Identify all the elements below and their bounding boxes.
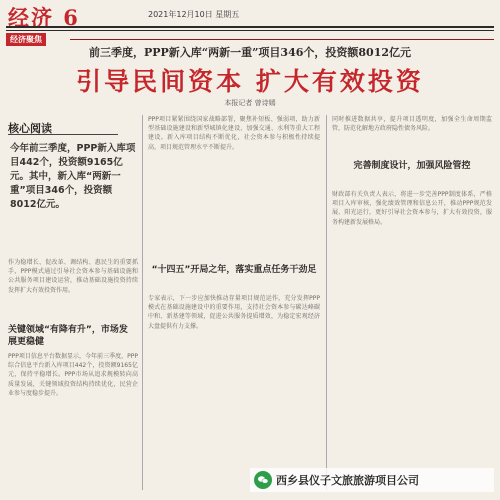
- article-headline: 引导民间资本 扩大有效投资: [76, 67, 424, 96]
- subheading: 完善制度设计，加强风险管控: [353, 161, 471, 171]
- core-reading-title: 核心阅读: [8, 122, 52, 135]
- column-divider: [326, 115, 327, 490]
- core-reading-rule: [8, 134, 118, 135]
- body-paragraph: PPP项目紧紧围绕国家战略部署，聚焦补短板、强弱项，助力新型基础设施建设和新型城镇化建设，加强交通、水利等重大工程建设。新入库项目结构不断优化，社会资本参与积极性持续提高，项目规范管理水平不断提升。: [148, 116, 320, 151]
- section-title: 经济 6: [8, 5, 80, 30]
- article-byline: 本报记者 曾诗嫣: [224, 99, 276, 107]
- watermark-text: 西乡县仪子文旅旅游项目公司: [276, 474, 419, 487]
- header-rule-thin: [6, 30, 494, 31]
- column-divider: [142, 115, 143, 490]
- body-paragraph: 同时推进数据共享，提升项目透明度，加强全生命周期监管，防范化解地方政府隐性债务风险。: [332, 116, 492, 133]
- header-rule: [6, 26, 494, 28]
- subheading: 关键领域“有降有升”，市场发展更稳健: [8, 325, 128, 347]
- body-paragraph: 作为稳增长、促改革、调结构、惠民生的重要抓手，PPP模式通过引导社会资本参与基础设施和公共服务项目建设运营，推动基础设施投资持续发挥扩大有效投资作用。: [8, 259, 138, 294]
- subheading: “十四五”开局之年，落实重点任务干劲足: [151, 265, 317, 275]
- column-rule: [70, 39, 494, 40]
- body-paragraph: 财政部有关负责人表示，将进一步完善PPP制度体系，严格项目入库审核，强化绩效管理和信息公开，推动PPP规范发展、阳光运行，更好引导社会资本参与，扩大有效投资，服务构建新发展格局。: [332, 191, 492, 226]
- wechat-icon: [254, 471, 272, 489]
- issue-date: 2021年12月10日 星期五: [148, 10, 240, 19]
- column-tag: 经济聚焦: [6, 33, 46, 46]
- body-paragraph: PPP项目信息平台数据显示，今年前三季度，PPP综合信息平台新入库项目442个，投资额9165亿元，保持平稳增长。PPP市场从追求规模转向高质量发展，关键领域投资结构持续优化，民营企业参与度稳步提升。: [8, 353, 138, 397]
- body-paragraph: 专家表示，下一步应加快推动存量项目规范运作，充分发挥PPP模式在基础设施建设中的重要作用，支持社会资本参与碳达峰碳中和、新基建等领域，促进公共服务提质增效，为稳定宏观经济大盘提供有力支撑。: [148, 295, 320, 330]
- core-reading-text: 今年前三季度，PPP新入库项目442个，投资额9165亿元。其中，新入库“两新一重”项目346个，投资额8012亿元。: [10, 143, 136, 210]
- watermark: [250, 468, 494, 492]
- article-kicker: 前三季度，PPP新入库“两新一重”项目346个，投资额8012亿元: [88, 46, 412, 59]
